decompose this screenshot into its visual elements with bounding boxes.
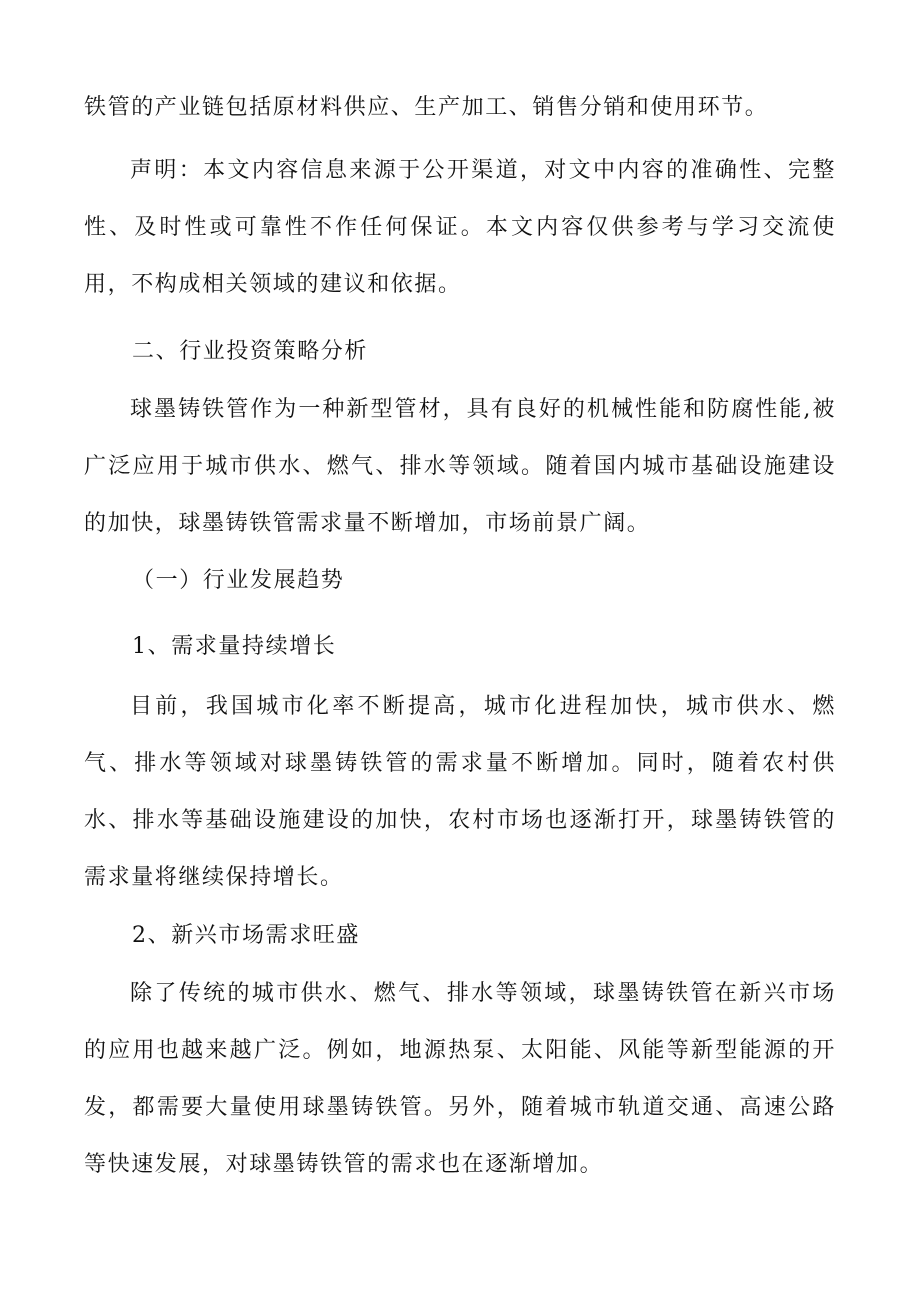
item1-paragraph: 目前，我国城市化率不断提高，城市化进程加快，城市供水、燃气、排水等领域对球墨铸铁管的需求量不断增加。同时，随着农村供水、排水等基础设施建设的加快，农村市场也逐渐打开，球墨铸铁管的需求量将继续保持增长。: [84, 694, 836, 890]
disclaimer-paragraph: 声明：本文内容信息来源于公开渠道，对文中内容的准确性、完整性、及时性或可靠性不作任何保证。本文内容仅供参考与学习交流使用，不构成相关领域的建议和依据。: [84, 158, 836, 297]
intro-tail-paragraph: 铁管的产业链包括原材料供应、生产加工、销售分销和使用环节。: [84, 95, 769, 120]
item1-heading: 1、需求量持续增长: [132, 634, 337, 659]
item2-paragraph: 除了传统的城市供水、燃气、排水等领域，球墨铸铁管在新兴市场的应用也越来越广泛。例如，地源热泵、太阳能、风能等新型能源的开发，都需要大量使用球墨铸铁管。另外，随着城市轨道交通、高速公路等快速发展，对球墨铸铁管的需求也在逐渐增加。: [84, 981, 836, 1177]
section-heading: 二、行业投资策略分析: [132, 339, 369, 364]
item2-heading: 2、新兴市场需求旺盛: [132, 923, 360, 948]
subsection-heading: （一）行业发展趋势: [132, 568, 345, 593]
section-paragraph: 球墨铸铁管作为一种新型管材，具有良好的机械性能和防腐性能,被广泛应用于城市供水、燃气、排水等领域。随着国内城市基础设施建设的加快，球墨铸铁管需求量不断增加，市场前景广阔。: [84, 397, 836, 536]
